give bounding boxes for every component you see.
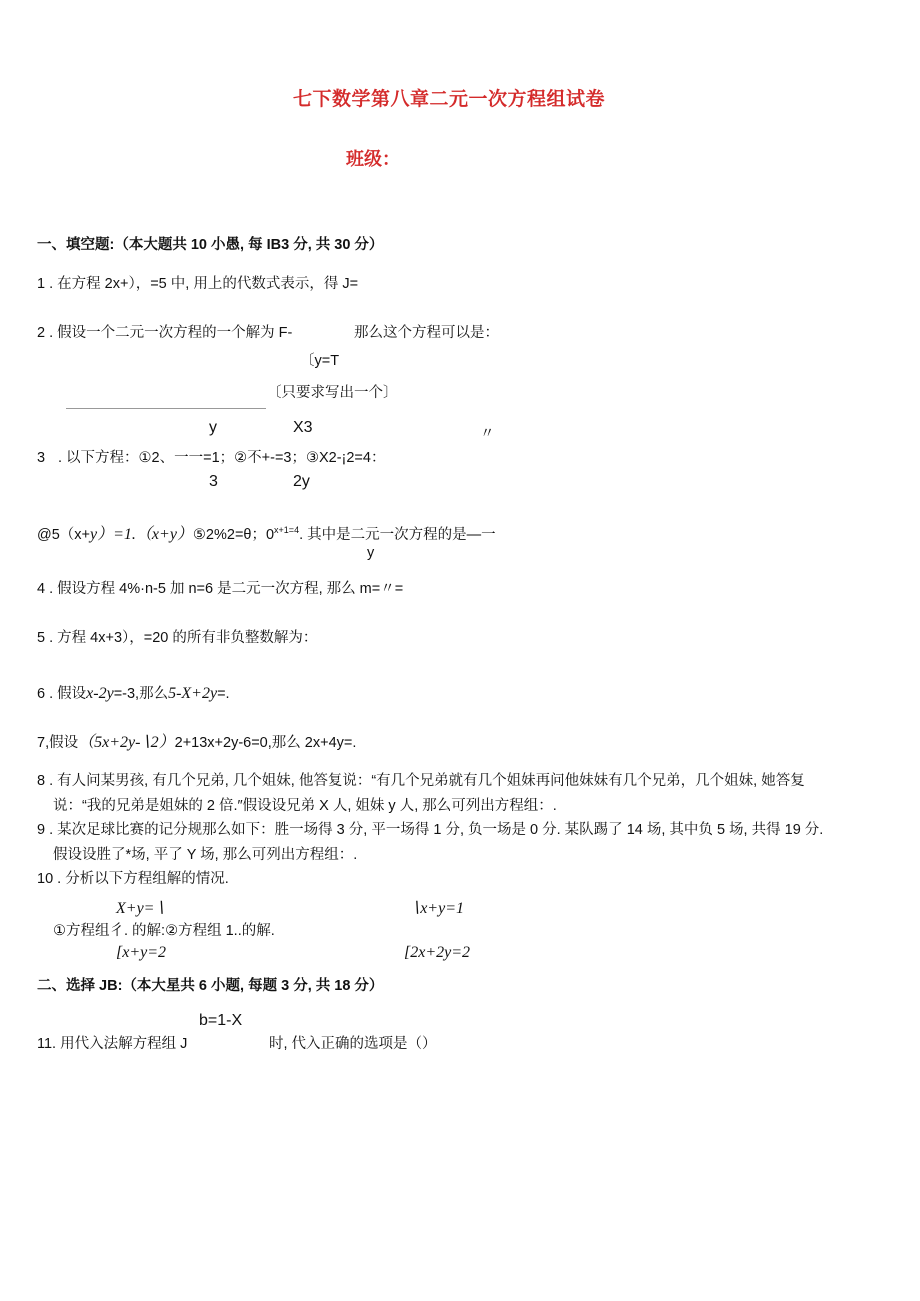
question-8-line-1: 8 . 有人问某男孩, 有几个兄弟, 几个姐妹, 他答复说：“有几个兄弟就有几个姐妹再问他妹妹有几个兄弟，几个姐妹, 她答复: [37, 773, 805, 789]
question-3-denominator-3: 3: [209, 473, 218, 490]
question-3-superscript: x+1=4: [274, 525, 300, 535]
question-3-line-2: [37, 520, 496, 545]
question-10-system-1-bottom: [x+y=2: [116, 944, 167, 961]
question-6: [37, 684, 230, 704]
section-1-heading: 一、填空题:（本大题共 10 小愚, 每 IB3 分, 共 30 分）: [37, 237, 384, 253]
question-3-item-4a: @5（x+: [37, 526, 91, 543]
question-11-left: 11. 用代入法解方程组 J: [37, 1036, 188, 1052]
question-10-prompt: ①方程组彳. 的解:②方程组 1..的解.: [53, 923, 275, 939]
question-3-numerator-y: y: [209, 419, 217, 436]
question-3-item-4b: y）=1.（x+y）: [90, 525, 193, 543]
question-10-system-1-top: X+y=∖: [116, 900, 165, 917]
question-3-number: 3: [37, 450, 46, 466]
question-6-suffix: =.: [217, 686, 230, 702]
question-4: 4 . 假设方程 4%·n-5 加 n=6 是二元一次方程, 那么 m=〃=: [37, 581, 404, 597]
section-2-heading: 二、选择 JB:（本大星共 6 小题, 每题 3 分, 共 18 分）: [37, 978, 384, 994]
question-3-main: . 以下方程：①2、一一=1；②不+-=3；③X2-¡2=4：: [58, 450, 386, 466]
question-2-text: 2 . 假设一个二元一次方程的一个解为 F-: [37, 325, 293, 341]
question-6-prefix: 6 . 假设: [37, 686, 87, 702]
question-3-quote-mark: 〃: [480, 426, 495, 442]
question-2-text-end: 那么这个方程可以是：: [354, 325, 499, 341]
question-7-prefix: 7,假设: [37, 735, 79, 751]
question-6-expr-2: 5-X+2y: [168, 685, 218, 702]
question-3-denominator-2y: 2y: [293, 473, 310, 490]
question-11-system-top: b=1-X: [199, 1012, 243, 1029]
question-7-expr: （5x+2y-∖2）: [78, 734, 175, 751]
page-title: 七下数学第八章二元一次方程组试卷: [293, 89, 606, 110]
question-3-item-5: ⑤2%2=θ；0: [192, 526, 275, 543]
question-2-answer-blank: [66, 396, 266, 414]
question-9-line-1: 9 . 某次足球比赛的记分规那么如下：胜一场得 3 分, 平一场得 1 分, 负一场是 0 分. 某队踢了 14 场, 其中负 5 场, 共得 19 分.: [37, 822, 824, 838]
question-11-right: 时, 代入正确的选项是（）: [269, 1036, 437, 1052]
question-6-mid: =-3,那么: [113, 686, 169, 702]
question-3-y-below: y: [367, 545, 375, 561]
question-5: 5 . 方程 4x+3），=20 的所有非负整数解为：: [37, 630, 318, 646]
question-3-prompt: . 其中是二元一次方程的是—一: [299, 526, 496, 543]
question-10: 10 . 分析以下方程组解的情况.: [37, 871, 229, 887]
question-1: 1 . 在方程 2x+），=5 中, 用上的代数式表示，得 J=: [37, 276, 359, 292]
question-9-line-2: 假设设胜了*场, 平了 Y 场, 那么可列出方程组：.: [53, 847, 358, 863]
question-10-system-2-bottom: [2x+2y=2: [404, 944, 471, 961]
question-2-note: 〔只要求写出一个〕: [267, 385, 398, 401]
question-7: [37, 733, 356, 753]
question-10-system-2-top: ∖x+y=1: [410, 900, 464, 917]
question-8-line-2: 说：“我的兄弟是姐妹的 2 倍.″假设设兄弟 X 人, 姐妹 y 人, 那么可列出方程组：.: [53, 798, 557, 814]
question-6-expr-1: x-2y: [86, 685, 114, 702]
question-2-brace: 〔y=T: [300, 353, 340, 369]
question-3-numerator-x3: X3: [293, 419, 313, 436]
question-7-suffix: 2+13x+2y-6=0,那么 2x+4y=.: [174, 735, 357, 751]
class-label: 班级：: [346, 149, 400, 169]
